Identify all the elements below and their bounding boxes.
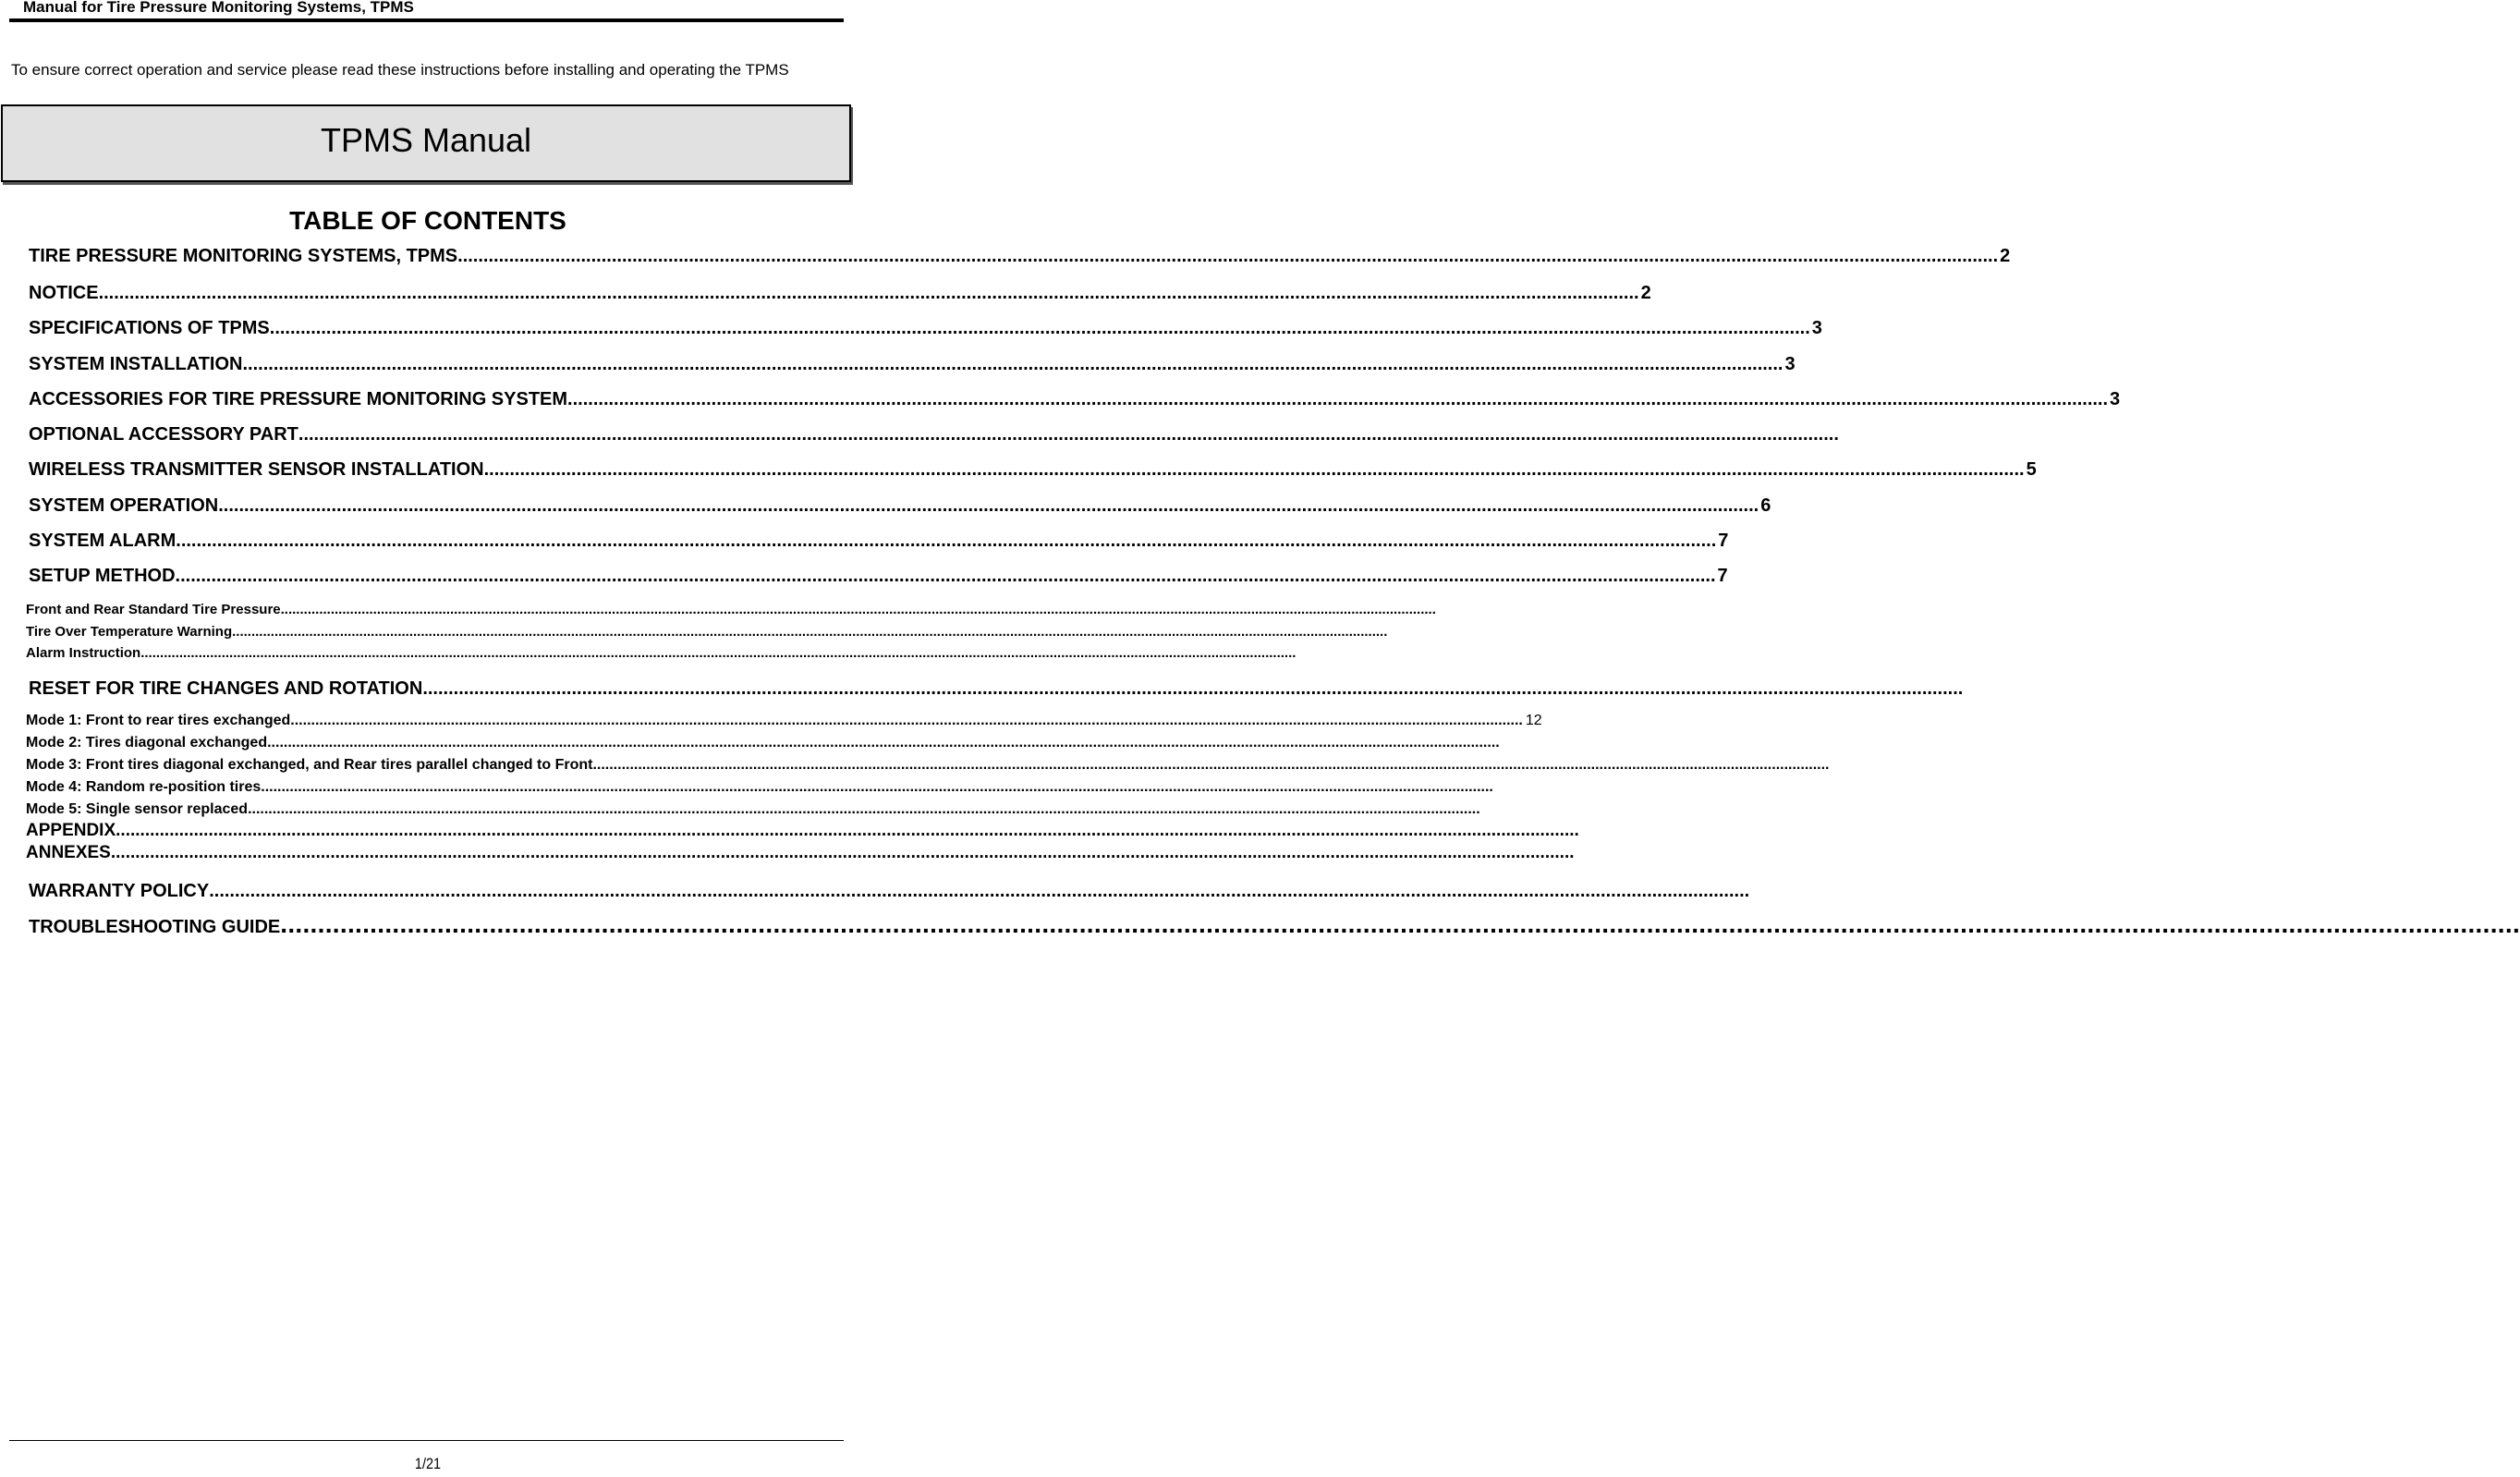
toc-entry-title: SETUP METHOD [29, 566, 176, 586]
header-rule [9, 18, 844, 22]
toc-entry-page: 3 [2110, 389, 2121, 409]
toc-entry[interactable]: WARRANTY POLICY ............................................................................................................................................................................................................................................................................................................ [29, 881, 1750, 901]
toc-entry[interactable]: ACCESSORIES FOR TIRE PRESSURE MONITORING SYSTEM ............................................................................................................................................................................................................................................................................................................ 3 [29, 389, 2121, 409]
toc-entry-title: SYSTEM INSTALLATION [29, 354, 243, 374]
toc-entry-title: Alarm Instruction [26, 645, 141, 661]
toc-entry[interactable]: TROUBLESHOOTING GUIDE ............................................................................................................................................................................................................................................................................................................ [29, 909, 2520, 938]
toc-subentry[interactable]: Tire Over Temperature Warning ............................................................................................................................................................................................................................................................................................................ [26, 624, 1388, 640]
toc-entry[interactable]: SPECIFICATIONS OF TPMS ............................................................................................................................................................................................................................................................................................................ 3 [29, 318, 1822, 338]
toc-entry-title: OPTIONAL ACCESSORY PART [29, 424, 298, 445]
toc-subentry[interactable]: Alarm Instruction ............................................................................................................................................................................................................................................................................................................ [26, 645, 1297, 661]
intro-text: To ensure correct operation and service please read these instructions before installing and operating the TPMS [11, 61, 789, 79]
toc-subentry[interactable]: Mode 5: Single sensor replaced ............................................................................................................................................................................................................................................................................................................ [26, 801, 1480, 817]
toc-entry-page: 6 [1760, 495, 1771, 516]
toc-entry-page: 2 [2000, 246, 2011, 266]
toc-entry[interactable]: SYSTEM INSTALLATION ............................................................................................................................................................................................................................................................................................................ 3 [29, 354, 1796, 374]
toc-entry-title: SYSTEM ALARM [29, 531, 177, 551]
toc-entry[interactable]: RESET FOR TIRE CHANGES AND ROTATION ............................................................................................................................................................................................................................................................................................................ [29, 678, 1964, 699]
toc-entry[interactable]: APPENDIX ............................................................................................................................................................................................................................................................................................................ [26, 821, 1579, 840]
toc-subentry[interactable]: Front and Rear Standard Tire Pressure ............................................................................................................................................................................................................................................................................................................ [26, 602, 1436, 617]
toc-entry-title: Mode 2: Tires diagonal exchanged [26, 735, 268, 751]
toc-entry[interactable]: ANNEXES ............................................................................................................................................................................................................................................................................................................ [26, 843, 1575, 862]
toc-entry-title: TIRE PRESSURE MONITORING SYSTEMS, TPMS [29, 246, 458, 266]
toc-entry-title: SPECIFICATIONS OF TPMS [29, 318, 270, 338]
toc-entry-page: 12 [1525, 713, 1542, 728]
toc-entry-page: 7 [1717, 566, 1728, 586]
toc-entry[interactable]: NOTICE ............................................................................................................................................................................................................................................................................................................ 2 [29, 283, 1651, 303]
toc-entry-page: 3 [1784, 354, 1796, 374]
toc-entry-title: Mode 3: Front tires diagonal exchanged, and Rear tires parallel changed to Front. [26, 757, 597, 773]
toc-subentry[interactable]: Mode 4: Random re-position tires ............................................................................................................................................................................................................................................................................................................ [26, 779, 1493, 795]
toc-subentry[interactable]: Mode 3: Front tires diagonal exchanged, and Rear tires parallel changed to Front. ............................................................................................................................................................................................................................................................................................................ [26, 757, 1830, 773]
running-header: Manual for Tire Pressure Monitoring Systems, TPMS [23, 0, 414, 16]
toc-heading: TABLE OF CONTENTS [289, 206, 566, 235]
toc-entry-page: 5 [2026, 459, 2037, 480]
toc-entry-title: Mode 1: Front to rear tires exchanged [26, 713, 291, 728]
toc-entry-title: APPENDIX [26, 821, 116, 840]
footer-rule [9, 1440, 844, 1441]
toc-entry-title: Mode 5: Single sensor replaced [26, 801, 249, 817]
toc-subentry[interactable]: Mode 2: Tires diagonal exchanged ............................................................................................................................................................................................................................................................................................................ [26, 735, 1500, 751]
toc-entry[interactable]: WIRELESS TRANSMITTER SENSOR INSTALLATION ............................................................................................................................................................................................................................................................................................................ 5 [29, 459, 2037, 480]
toc-entry-title: NOTICE [29, 283, 99, 303]
toc-entry-page: 7 [1718, 531, 1729, 551]
toc-entry-title: Mode 4: Random re-position tires [26, 779, 262, 795]
page-number: 1/21 [414, 1455, 442, 1472]
toc-subentry[interactable]: Mode 1: Front to rear tires exchanged ............................................................................................................................................................................................................................................................................................................ 12 [26, 713, 1542, 728]
toc-entry[interactable]: SYSTEM OPERATION ............................................................................................................................................................................................................................................................................................................ 6 [29, 495, 1771, 516]
toc-entry-title: Tire Over Temperature Warning [26, 624, 233, 640]
toc-entry-title: WIRELESS TRANSMITTER SENSOR INSTALLATION [29, 459, 484, 480]
toc-entry-title: ACCESSORIES FOR TIRE PRESSURE MONITORING SYSTEM [29, 389, 568, 409]
toc-entry-title: WARRANTY POLICY [29, 881, 210, 901]
toc-entry-title: SYSTEM OPERATION [29, 495, 219, 516]
toc-entry-title: ANNEXES [26, 843, 111, 862]
toc-entry[interactable]: OPTIONAL ACCESSORY PART ............................................................................................................................................................................................................................................................................................................ [29, 424, 1839, 445]
toc-entry[interactable]: TIRE PRESSURE MONITORING SYSTEMS, TPMS ............................................................................................................................................................................................................................................................................................................ 2 [29, 246, 2011, 266]
toc-entry-page: 3 [1811, 318, 1822, 338]
toc-entry[interactable]: SYSTEM ALARM ............................................................................................................................................................................................................................................................................................................ 7 [29, 531, 1729, 551]
toc-entry-title: TROUBLESHOOTING GUIDE [29, 917, 281, 937]
title-box-text: TPMS Manual [320, 121, 532, 159]
toc-entry[interactable]: SETUP METHOD ............................................................................................................................................................................................................................................................................................................ 7 [29, 566, 1728, 586]
toc-entry-title: Front and Rear Standard Tire Pressure [26, 602, 281, 617]
title-box [1, 104, 851, 182]
toc-entry-page: 2 [1640, 283, 1651, 303]
toc-entry-title: RESET FOR TIRE CHANGES AND ROTATION [29, 678, 423, 699]
